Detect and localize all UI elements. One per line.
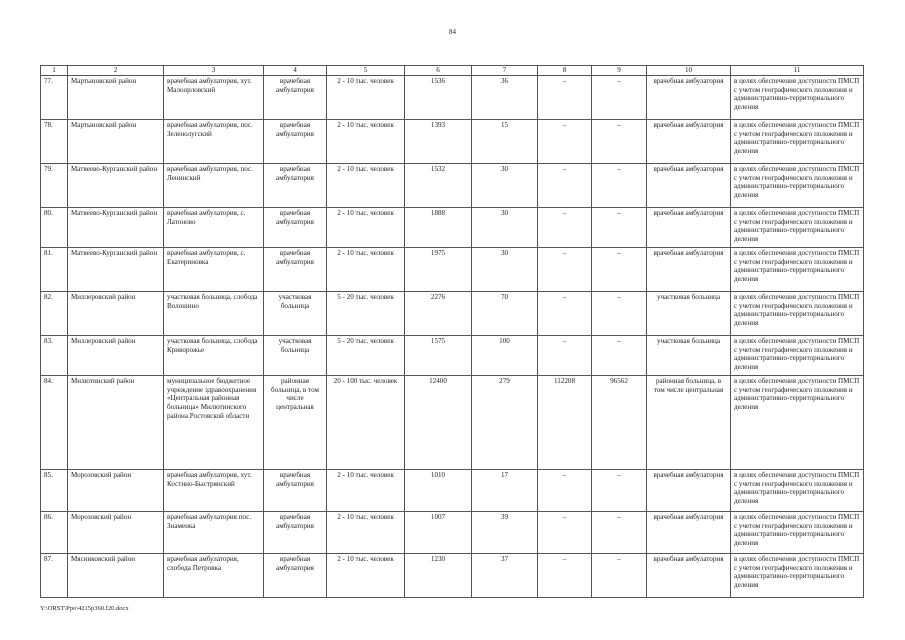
- column-header: 4: [264, 66, 327, 76]
- facility-type-cell: врачебная амбулатория: [264, 120, 327, 164]
- col6-value-cell: 1393: [405, 120, 472, 164]
- table-row: [41, 376, 864, 470]
- col10-type-cell: врачебная амбулатория: [647, 208, 731, 248]
- district-cell: Матвеево-Курганский район: [68, 164, 164, 208]
- col9-value-cell: –: [592, 470, 647, 512]
- justification-cell: в целях обеспечения доступности ПМСП с учетом географического положения и административно-территориального деления: [731, 292, 864, 336]
- col6-value-cell: 1575: [405, 336, 472, 376]
- row-number-cell: 82.: [41, 292, 68, 336]
- table-row: [41, 336, 864, 376]
- facility-type-cell: районная больница, в том числе центральная: [264, 376, 327, 470]
- table-row: [41, 76, 864, 120]
- column-header: 8: [538, 66, 592, 76]
- col6-value-cell: 2276: [405, 292, 472, 336]
- col6-value-cell: 1532: [405, 164, 472, 208]
- population-cell: 2 - 10 тыс. человек: [327, 208, 405, 248]
- table-row: [41, 248, 864, 292]
- col9-value-cell: –: [592, 248, 647, 292]
- facility-name-cell: врачебная амбулатория, пос. Ленинский: [164, 164, 264, 208]
- facility-name-cell: участковая больница, слобода Волошино: [164, 292, 264, 336]
- col10-type-cell: врачебная амбулатория: [647, 164, 731, 208]
- population-cell: 5 - 20 тыс. человек: [327, 292, 405, 336]
- col7-value-cell: 30: [472, 248, 538, 292]
- col9-value-cell: 96562: [592, 376, 647, 470]
- population-cell: 2 - 10 тыс. человек: [327, 512, 405, 554]
- population-cell: 2 - 10 тыс. человек: [327, 470, 405, 512]
- col7-value-cell: 15: [472, 120, 538, 164]
- col8-value-cell: –: [538, 208, 592, 248]
- facility-name-cell: врачебная амбулатория, с. Латоново: [164, 208, 264, 248]
- col10-type-cell: врачебная амбулатория: [647, 248, 731, 292]
- row-number-cell: 83.: [41, 336, 68, 376]
- row-number-cell: 85.: [41, 470, 68, 512]
- population-cell: 20 - 100 тыс. человек: [327, 376, 405, 470]
- col7-value-cell: 30: [472, 164, 538, 208]
- justification-cell: в целях обеспечения доступности ПМСП с учетом географического положения и административно-территориального деления: [731, 208, 864, 248]
- facility-name-cell: врачебная амбулатория, пос. Зеленолугский: [164, 120, 264, 164]
- col7-value-cell: 36: [472, 76, 538, 120]
- row-number-cell: 81.: [41, 248, 68, 292]
- table-row: [41, 164, 864, 208]
- facility-type-cell: врачебная амбулатория: [264, 512, 327, 554]
- col6-value-cell: 1007: [405, 512, 472, 554]
- file-path-footer: Y:\ORST\Ppo\4215p360.f20.docx: [40, 605, 129, 612]
- col6-value-cell: 1975: [405, 248, 472, 292]
- facility-name-cell: муниципальное бюджетное учреждение здравоохранения «Центральная районная больница» Милютинского района Ростовской области: [164, 376, 264, 470]
- col6-value-cell: 1536: [405, 76, 472, 120]
- justification-cell: в целях обеспечения доступности ПМСП с учетом географического положения и административно-территориального деления: [731, 554, 864, 598]
- col7-value-cell: 17: [472, 470, 538, 512]
- col7-value-cell: 70: [472, 292, 538, 336]
- col8-value-cell: –: [538, 248, 592, 292]
- row-number-cell: 84.: [41, 376, 68, 470]
- col8-value-cell: –: [538, 512, 592, 554]
- facility-type-cell: врачебная амбулатория: [264, 208, 327, 248]
- col8-value-cell: –: [538, 292, 592, 336]
- col9-value-cell: –: [592, 292, 647, 336]
- col9-value-cell: –: [592, 76, 647, 120]
- facility-type-cell: участковая больница: [264, 336, 327, 376]
- col10-type-cell: участковая больница: [647, 336, 731, 376]
- col9-value-cell: –: [592, 120, 647, 164]
- col10-type-cell: врачебная амбулатория: [647, 76, 731, 120]
- col9-value-cell: –: [592, 554, 647, 598]
- population-cell: 5 - 20 тыс. человек: [327, 336, 405, 376]
- justification-cell: в целях обеспечения доступности ПМСП с учетом географического положения и административно-территориального деления: [731, 164, 864, 208]
- justification-cell: в целях обеспечения доступности ПМСП с учетом географического положения и административно-территориального деления: [731, 470, 864, 512]
- col10-type-cell: врачебная амбулатория: [647, 512, 731, 554]
- col7-value-cell: 37: [472, 554, 538, 598]
- row-number-cell: 80.: [41, 208, 68, 248]
- col7-value-cell: 30: [472, 208, 538, 248]
- district-cell: Мартыновский район: [68, 76, 164, 120]
- col8-value-cell: –: [538, 554, 592, 598]
- column-header: 11: [731, 66, 864, 76]
- col10-type-cell: участковая больница: [647, 292, 731, 336]
- population-cell: 2 - 10 тыс. человек: [327, 120, 405, 164]
- row-number-cell: 87.: [41, 554, 68, 598]
- district-cell: Матвеево-Курганский район: [68, 248, 164, 292]
- justification-cell: в целях обеспечения доступности ПМСП с учетом географического положения и административно-территориального деления: [731, 376, 864, 470]
- facility-name-cell: врачебная амбулатория, слобода Петровка: [164, 554, 264, 598]
- column-header: 2: [68, 66, 164, 76]
- justification-cell: в целях обеспечения доступности ПМСП с учетом географического положения и административно-территориального деления: [731, 120, 864, 164]
- col8-value-cell: –: [538, 336, 592, 376]
- col10-type-cell: районная больница, в том числе центральная: [647, 376, 731, 470]
- justification-cell: в целях обеспечения доступности ПМСП с учетом географического положения и административно-территориального деления: [731, 336, 864, 376]
- district-cell: Мясниковский район: [68, 554, 164, 598]
- col10-type-cell: врачебная амбулатория: [647, 554, 731, 598]
- justification-cell: в целях обеспечения доступности ПМСП с учетом географического положения и административно-территориального деления: [731, 512, 864, 554]
- table-row: [41, 120, 864, 164]
- row-number-cell: 77.: [41, 76, 68, 120]
- column-header: 5: [327, 66, 405, 76]
- facility-type-cell: врачебная амбулатория: [264, 248, 327, 292]
- column-header: 10: [647, 66, 731, 76]
- col7-value-cell: 279: [472, 376, 538, 470]
- district-cell: Матвеево-Курганский район: [68, 208, 164, 248]
- facilities-table: [40, 65, 864, 598]
- table-row: [41, 512, 864, 554]
- row-number-cell: 78.: [41, 120, 68, 164]
- facility-name-cell: врачебная амбулатория, хут. Костино-Быстрянский: [164, 470, 264, 512]
- col10-type-cell: врачебная амбулатория: [647, 120, 731, 164]
- column-header: 1: [41, 66, 68, 76]
- population-cell: 2 - 10 тыс. человек: [327, 76, 405, 120]
- col9-value-cell: –: [592, 164, 647, 208]
- district-cell: Мартыновский район: [68, 120, 164, 164]
- population-cell: 2 - 10 тыс. человек: [327, 248, 405, 292]
- district-cell: Миллеровский район: [68, 336, 164, 376]
- facility-name-cell: врачебная амбулатория, с. Екатериновка: [164, 248, 264, 292]
- col9-value-cell: –: [592, 512, 647, 554]
- row-number-cell: 86.: [41, 512, 68, 554]
- col6-value-cell: 12400: [405, 376, 472, 470]
- col8-value-cell: –: [538, 76, 592, 120]
- col6-value-cell: 1230: [405, 554, 472, 598]
- column-header: 6: [405, 66, 472, 76]
- row-number-cell: 79.: [41, 164, 68, 208]
- facility-type-cell: участковая больница: [264, 292, 327, 336]
- table-row: [41, 208, 864, 248]
- facility-name-cell: врачебная амбулатория пос. Знаменка: [164, 512, 264, 554]
- col8-value-cell: –: [538, 120, 592, 164]
- justification-cell: в целях обеспечения доступности ПМСП с учетом географического положения и административно-территориального деления: [731, 248, 864, 292]
- page-number: 84: [449, 28, 456, 36]
- col8-value-cell: 112208: [538, 376, 592, 470]
- col9-value-cell: –: [592, 208, 647, 248]
- justification-cell: в целях обеспечения доступности ПМСП с учетом географического положения и административно-территориального деления: [731, 76, 864, 120]
- facility-name-cell: участковая больница, слобода Криворожье: [164, 336, 264, 376]
- col8-value-cell: –: [538, 470, 592, 512]
- col7-value-cell: 39: [472, 512, 538, 554]
- population-cell: 2 - 10 тыс. человек: [327, 164, 405, 208]
- header-row: [41, 66, 864, 76]
- column-header: 7: [472, 66, 538, 76]
- col10-type-cell: врачебная амбулатория: [647, 470, 731, 512]
- district-cell: Морозовский район: [68, 512, 164, 554]
- population-cell: 2 - 10 тыс. человек: [327, 554, 405, 598]
- facility-type-cell: врачебная амбулатория: [264, 554, 327, 598]
- facility-name-cell: врачебная амбулатория, хут. Малоорловский: [164, 76, 264, 120]
- district-cell: Морозовский район: [68, 470, 164, 512]
- district-cell: Миллеровский район: [68, 292, 164, 336]
- table-row: [41, 292, 864, 336]
- table-row: [41, 470, 864, 512]
- col8-value-cell: –: [538, 164, 592, 208]
- col6-value-cell: 1010: [405, 470, 472, 512]
- col7-value-cell: 100: [472, 336, 538, 376]
- column-header: 9: [592, 66, 647, 76]
- facility-type-cell: врачебная амбулатория: [264, 470, 327, 512]
- district-cell: Милютинский район: [68, 376, 164, 470]
- facility-type-cell: врачебная амбулатория: [264, 164, 327, 208]
- facility-type-cell: врачебная амбулатория: [264, 76, 327, 120]
- table-row: [41, 554, 864, 598]
- column-header: 3: [164, 66, 264, 76]
- col6-value-cell: 1888: [405, 208, 472, 248]
- col9-value-cell: –: [592, 336, 647, 376]
